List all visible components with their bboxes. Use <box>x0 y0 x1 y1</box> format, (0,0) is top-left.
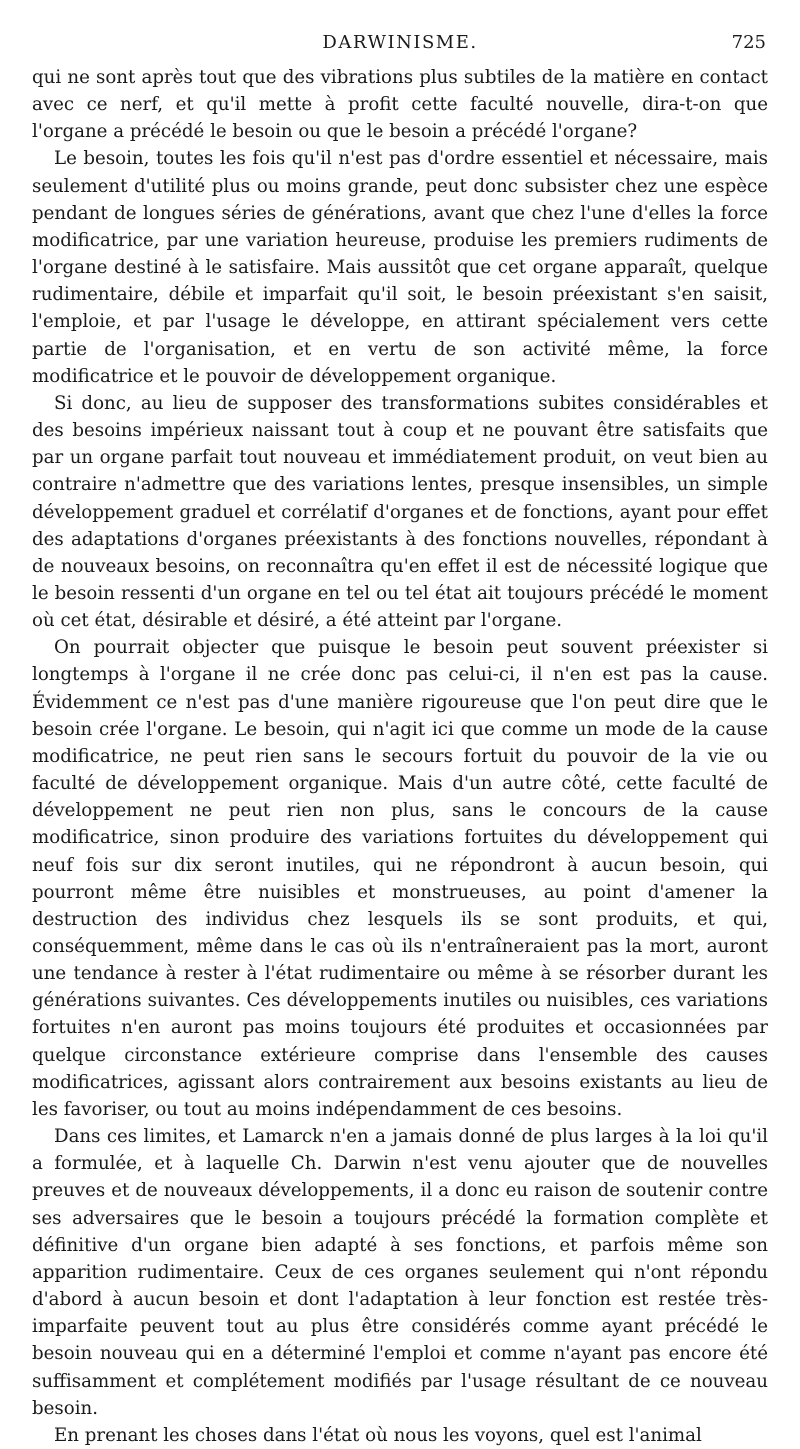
running-title: DARWINISME. <box>322 32 478 53</box>
paragraph-besoin: Le besoin, toutes les fois qu'il n'est pas d'ordre essentiel et nécessaire, mais seulement d'utilité plus ou moins grande, peut donc subsister chez une espèce pendant de longues séries de générations, avant que chez l'une d'elles la force modificatrice, par une variation heureuse, produise les premiers rudiments de l'organe destiné à le satisfaire. Mais aussitôt que cet organe apparaît, quelque rudimentaire, débile et imparfait qu'il soit, le besoin préexistant s'en saisit, l'emploie, et par l'usage le développe, en attirant spécialement vers cette partie de l'organisation, et en vertu de son activité même, la force modificatrice et le pouvoir de développement organique. <box>32 148 768 387</box>
paragraph-en-prenant: En prenant les choses dans l'état où nous les voyons, quel est l'animal <box>54 1424 702 1446</box>
page-number: 725 <box>731 32 766 53</box>
paragraph-continuation: qui ne sont après tout que des vibrations plus subtiles de la matière en contact avec ce nerf, et qu'il mette à profit cette faculté nouvelle, dira-t-on que l'organe a précédé le besoin ou que le besoin a précédé l'organe? <box>32 67 768 143</box>
paragraph-objection: On pourrait objecter que puisque le besoin peut souvent préexister si longtemps à l'organe il ne crée donc pas celui-ci, il n'en est pas la cause. Évidemment ce n'est pas d'une manière rigoureuse que l'on peut dire que le besoin crée l'organe. Le besoin, qui n'agit ici que comme un mode de la cause modificatrice, ne peut rien sans le secours fortuit du pouvoir de la vie ou faculté de développement organique. Mais d'un autre côté, cette faculté de développement ne peut rien non plus, sans le concours de la cause modificatrice, sinon produire des variations fortuites du développement qui neuf fois sur dix seront inutiles, qui ne répondront à aucun besoin, qui pourront même être nuisibles et monstrueuses, au point d'amener la destruction des individus chez lesquels ils se sont produits, et qui, conséquemment, même dans le cas où ils n'entraîneraient pas la mort, auront une tendance à rester à l'état rudimentaire ou même à se résorber durant les générations suivantes. Ces développements inutiles ou nuisibles, ces variations fortuites n'en auront pas moins toujours été produites et occasionnées par quelque circonstance extérieure comprise dans l'ensemble des causes modificatrices, agissant alors contrairement aux besoins existants au lieu de les favoriser, ou tout au moins indépendamment de ces besoins. <box>32 637 768 1120</box>
paragraph-lamarck: Dans ces limites, et Lamarck n'en a jamais donné de plus larges à la loi qu'il a formulée, et à laquelle Ch. Darwin n'est venu ajouter que de nouvelles preuves et de nouveaux développements, il a donc eu raison de soutenir contre ses adversaires que le besoin a toujours précédé la formation complète et définitive d'un organe bien adapté à ses fonctions, et parfois même son apparition rudimentaire. Ceux de ces organes seulement qui n'ont répondu d'abord à aucun besoin et dont l'adaptation à leur fonction est restée très-imparfaite peuvent tout au plus être considérés comme ayant précédé le besoin nouveau qui en a déterminé l'emploi et comme n'ayant pas encore été suffisamment et complétement modifiés par l'usage résultant de ce nouveau besoin. <box>32 1126 768 1419</box>
body-text <box>32 64 768 1449</box>
paragraph-si-donc: Si donc, au lieu de supposer des transformations subites considérables et des besoins impérieux naissant tout à coup et ne pouvant être satisfaits que par un organe parfait tout nouveau et immédiatement produit, on veut bien au contraire n'admettre que des variations lentes, presque insensibles, un simple développement graduel et corrélatif d'organes et de fonctions, ayant pour effet des adaptations d'organes préexistants à des fonctions nouvelles, répondant à de nouveaux besoins, on reconnaîtra qu'en effet il est de nécessité logique que le besoin ressenti d'un organe en tel ou tel état ait toujours précédé le moment où cet état, désirable et désiré, a été atteint par l'organe. <box>32 392 768 632</box>
page-header <box>32 28 768 62</box>
book-page <box>32 28 768 1449</box>
